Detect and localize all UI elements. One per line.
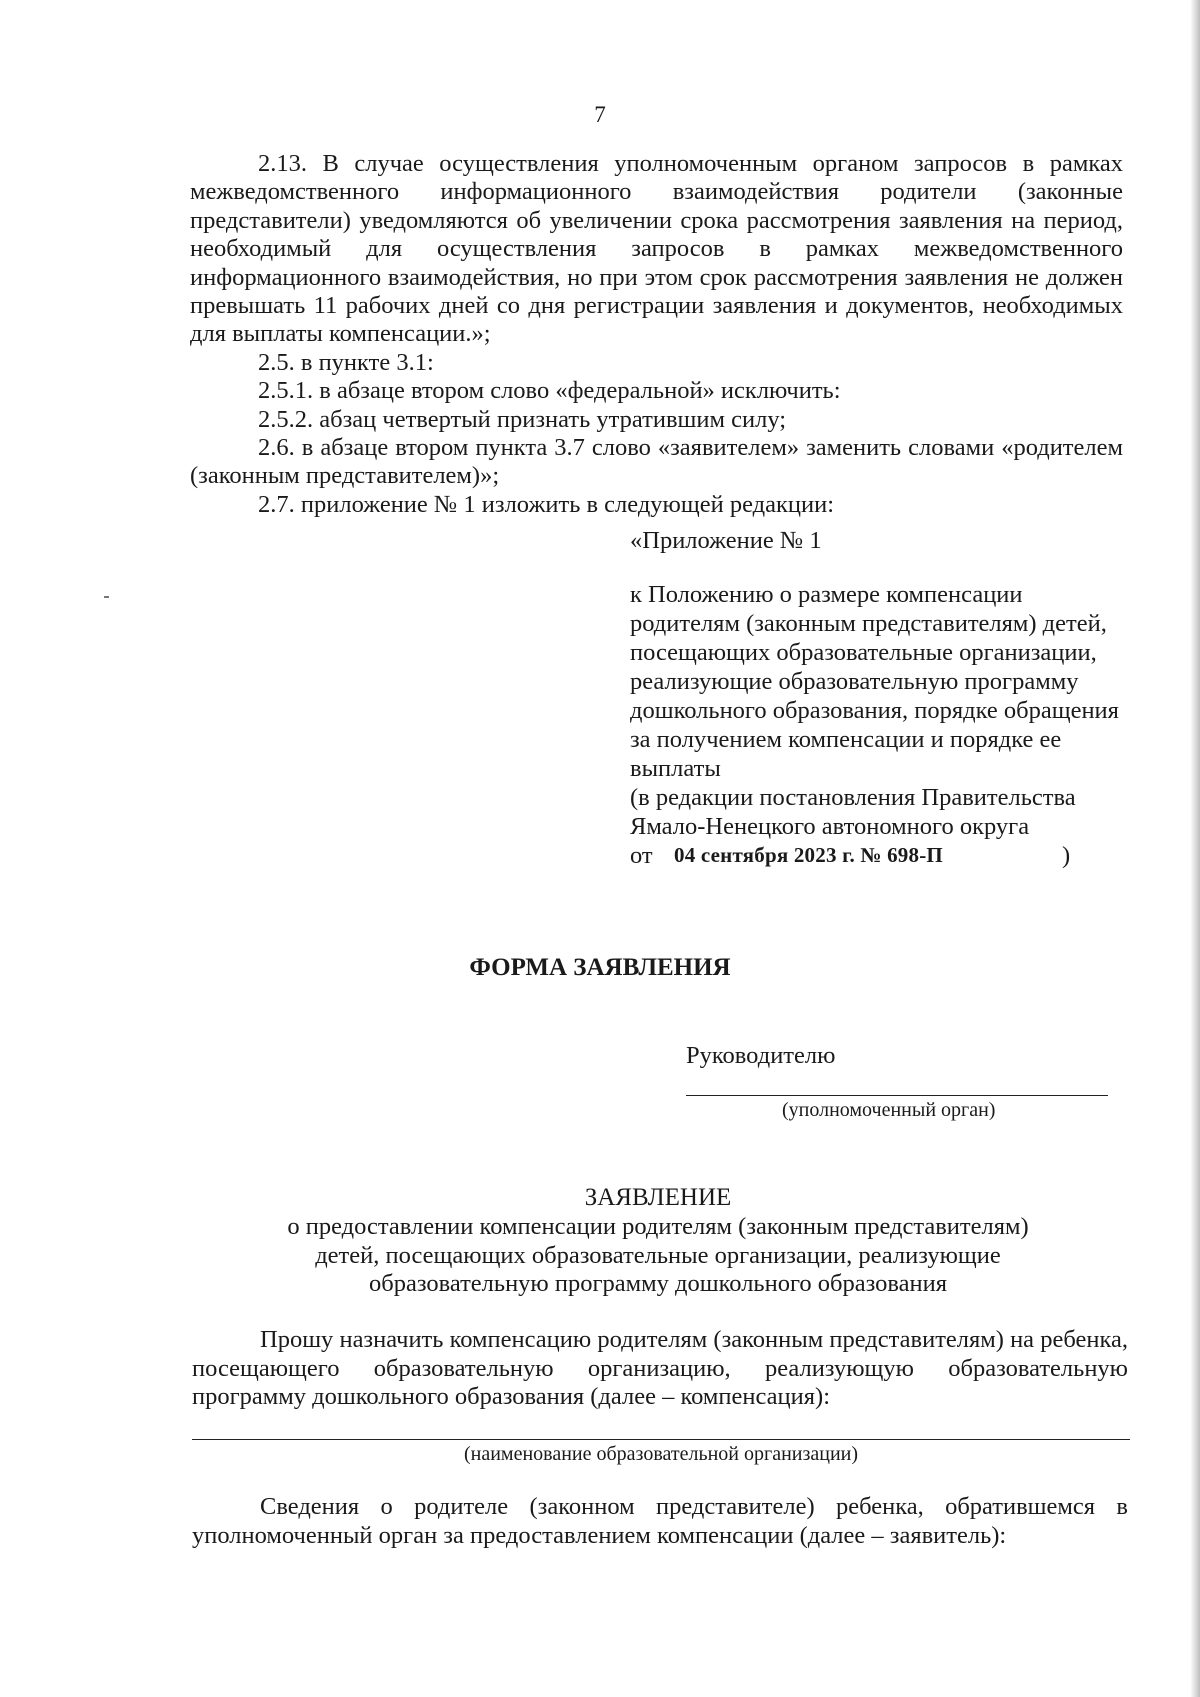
statement-subtitle-line: детей, посещающих образовательные организации, реализующие	[315, 1241, 1001, 1269]
statement-subtitle-line: о предоставлении компенсации родителям (законным представителям)	[287, 1213, 1029, 1240]
organization-fill-line	[192, 1439, 1130, 1440]
addressee-label: Руководителю	[686, 1042, 836, 1069]
paragraph-2-5-2: 2.5.2. абзац четвертый признать утратившим силу;	[258, 405, 787, 433]
appendix-header	[630, 580, 1130, 870]
date-stamp: 04 сентября 2023 г. № 698-П	[674, 843, 943, 867]
appendix-title: «Приложение № 1	[630, 527, 822, 554]
addressee-fill-line	[686, 1095, 1108, 1096]
page-number: 7	[594, 102, 606, 127]
paragraph-2-13: 2.13. В случае осуществления уполномоченным органом запросов в рамках межведомственного информационного взаимодействия родители (законные представители) уведомляются об увеличении срока рассмотрения заявления на период, необходимый для осуществления запросов в рамках межведомственного информационного взаимодействия, но при этом срок рассмотрения заявления не должен превышать 11 рабочих дней со дня регистрации заявления и документов, необходимых для выплаты компенсации.»;	[190, 150, 1123, 348]
appendix-date-line	[630, 841, 1130, 870]
scan-speck	[104, 596, 109, 598]
date-suffix: )	[1062, 842, 1071, 869]
request-text: Прошу назначить компенсацию родителям (законным представителям) на ребенка, посещающего образовательную организацию, реализующую образовательную программу дошкольного образования (далее – компенсация):	[192, 1326, 1128, 1410]
applicant-paragraph	[192, 1492, 1128, 1550]
statement-subtitle-line: образовательную программу дошкольного образования	[368, 1270, 948, 1297]
addressee-caption: (уполномоченный орган)	[782, 1099, 996, 1121]
organization-caption: (наименование образовательной организации)	[463, 1443, 859, 1465]
form-title: ФОРМА ЗАЯВЛЕНИЯ	[469, 954, 731, 981]
appendix-edition-text: (в редакции постановления Правительства Ямало-Ненецкого автономного округа	[630, 784, 1076, 840]
appendix-regulation-text: к Положению о размере компенсации родителям (законным представителям) детей, посещающих образовательные организации, реализующие образовательную программу дошкольного образования, порядке обращения за получением компенсации и порядке ее выплаты	[630, 581, 1119, 782]
paragraph-2-7: 2.7. приложение № 1 изложить в следующей редакции:	[258, 490, 835, 518]
paragraph-2-5-1: 2.5.1. в абзаце втором слово «федеральной» исключить:	[258, 377, 841, 405]
date-prefix: от	[630, 842, 653, 869]
paragraph-2-6: 2.6. в абзаце втором пункта 3.7 слово «заявителем» заменить словами «родителем (законным представителем)»;	[190, 434, 1123, 490]
amendments-text	[190, 150, 1123, 519]
request-paragraph	[192, 1326, 1128, 1412]
applicant-text: Сведения о родителе (законном представителе) ребенка, обратившемся в уполномоченный орган за предоставлением компенсации (далее – заявитель):	[192, 1493, 1128, 1549]
statement-subtitle	[200, 1213, 1116, 1299]
statement-title: ЗАЯВЛЕНИЕ	[584, 1184, 732, 1211]
page-edge-shadow	[1190, 0, 1200, 1697]
paragraph-2-5: 2.5. в пункте 3.1:	[258, 348, 434, 376]
